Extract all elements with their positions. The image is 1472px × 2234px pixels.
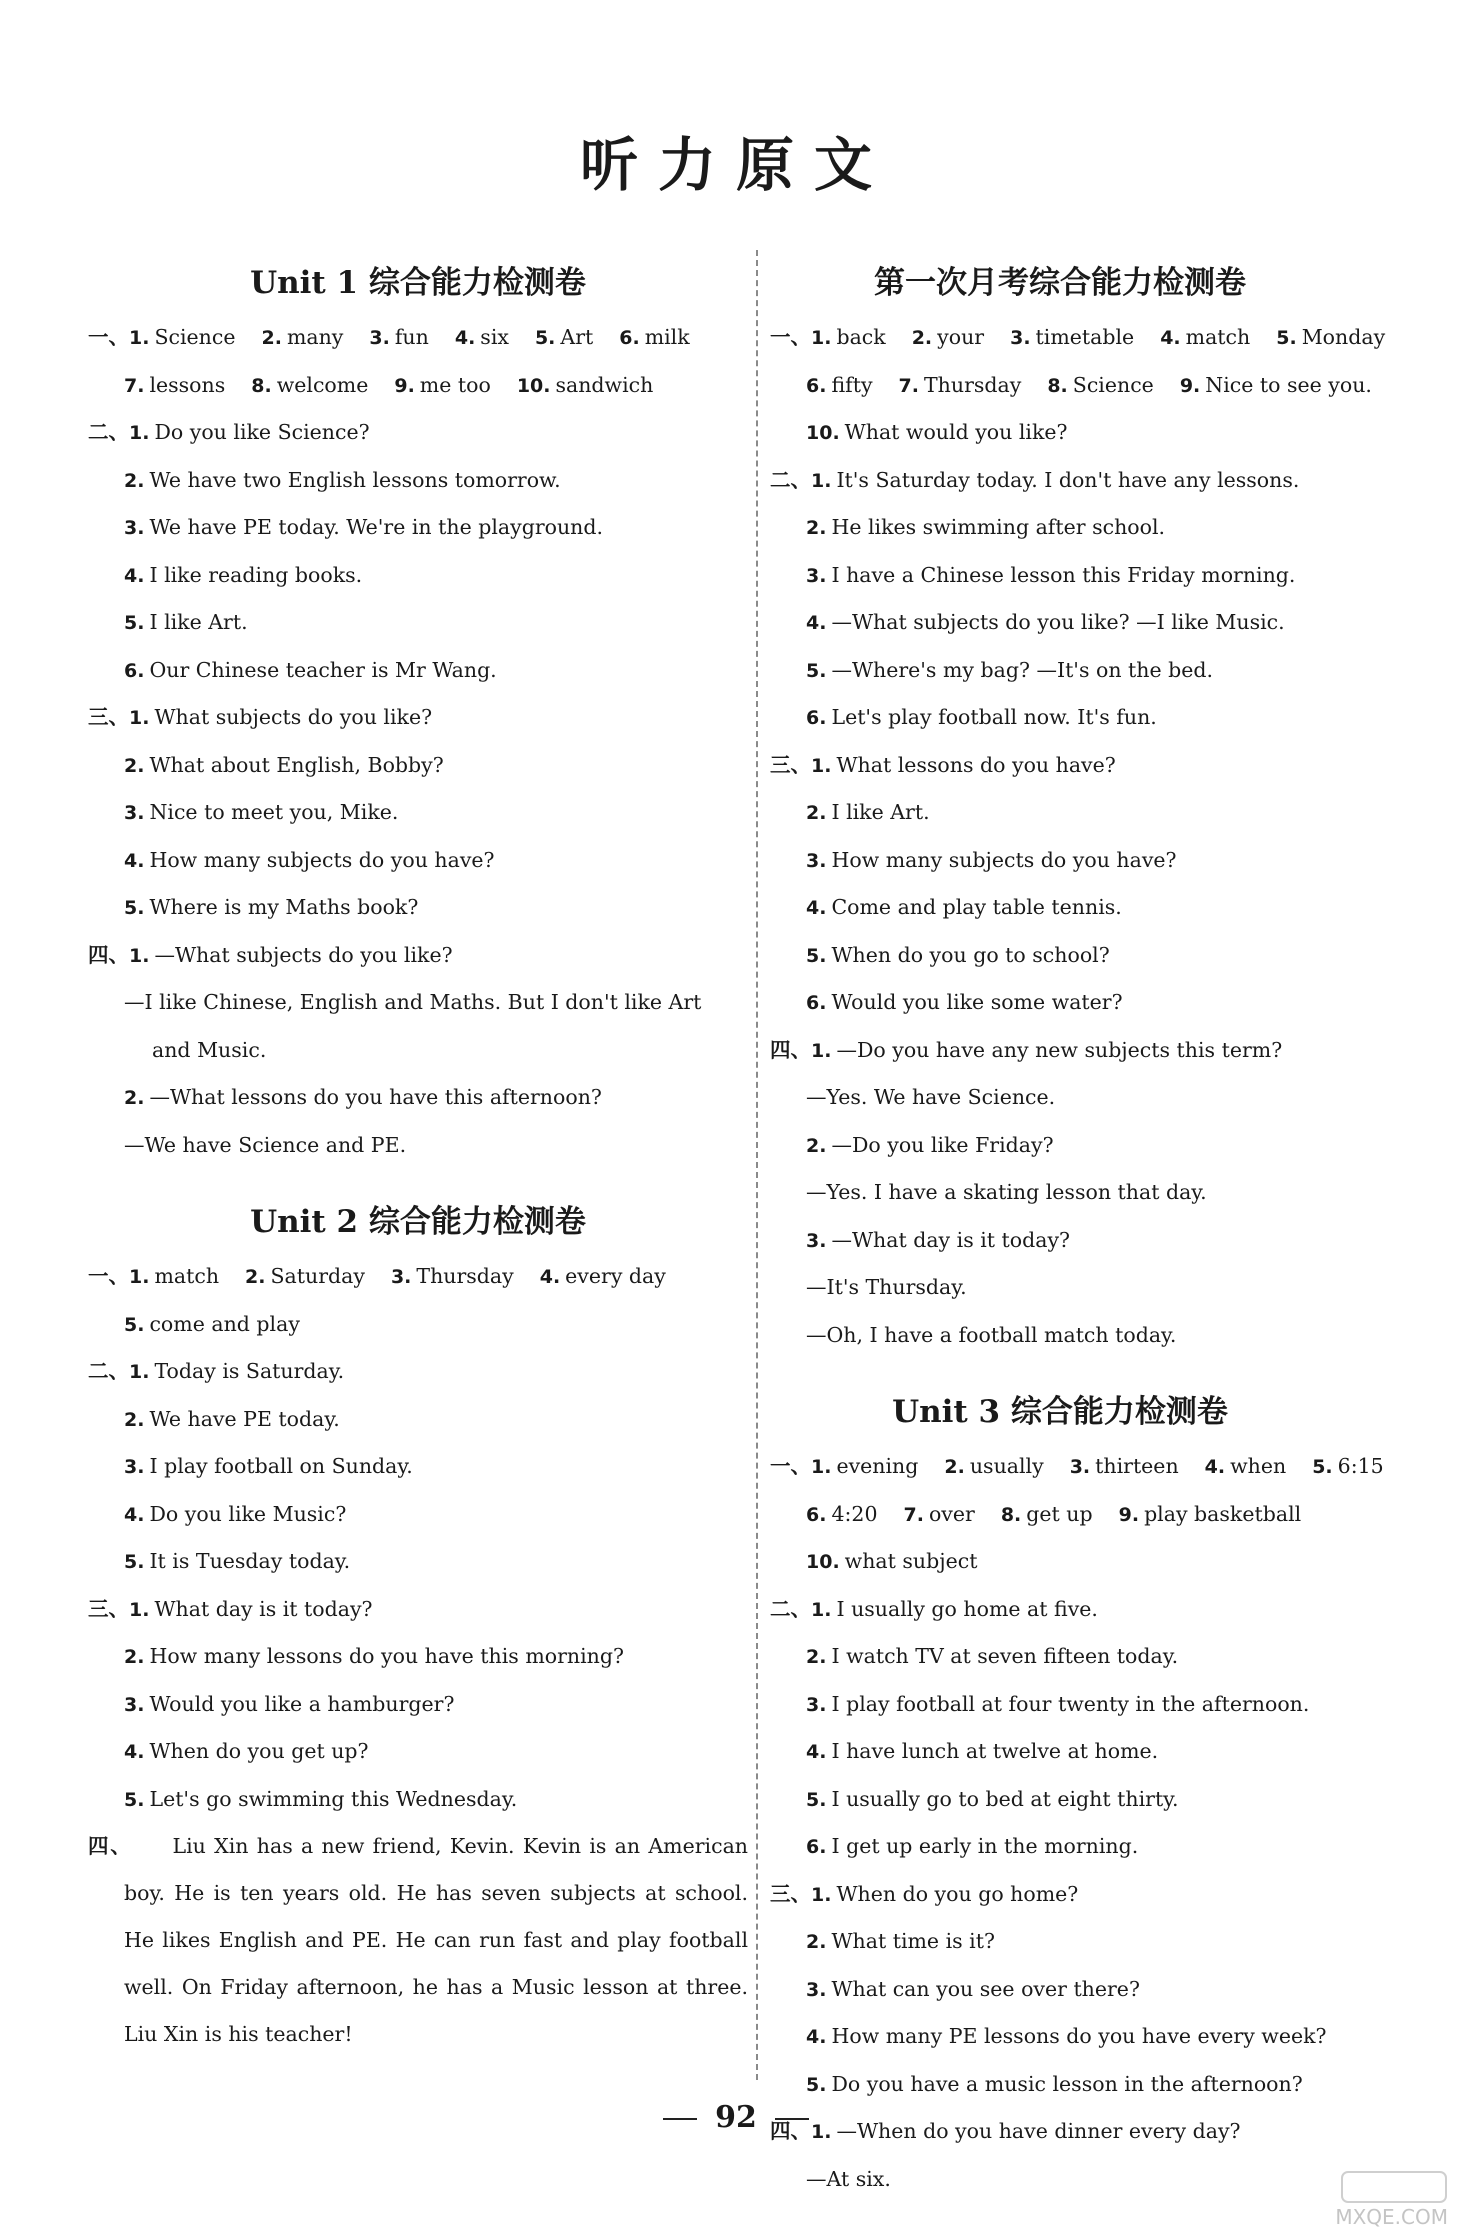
item-text: your	[937, 325, 985, 349]
item-text: Would you like a hamburger?	[149, 1691, 455, 1716]
section-number: 二、	[770, 467, 811, 492]
section-number: 三、	[88, 705, 129, 729]
item-number: 1.	[811, 1456, 832, 1478]
section-heading: Unit 2 综合能力检测卷	[250, 1204, 586, 1240]
section-number: 三、	[770, 752, 811, 777]
item-text: Today is Saturday.	[154, 1359, 345, 1383]
item-number: 7.	[898, 374, 919, 397]
item-text: 4:20	[831, 1501, 878, 1526]
answer-row	[770, 314, 1386, 362]
item-text: lessons	[149, 372, 226, 397]
item-number: 1.	[811, 1883, 832, 1906]
item-number: 4.	[454, 327, 476, 349]
section-number: 二、	[770, 1596, 811, 1621]
item-number: 3.	[806, 849, 827, 872]
item-number: 5.	[806, 659, 827, 682]
item-text: —When do you have dinner every day?	[836, 2119, 1241, 2143]
answer-row	[770, 1491, 1350, 1539]
answer-row	[770, 1538, 1350, 1586]
section-number: 二、	[88, 420, 129, 444]
item-number: 2.	[911, 327, 933, 349]
item-text: six	[480, 325, 509, 349]
item-text: welcome	[276, 372, 369, 397]
answer-row	[88, 884, 748, 932]
item-text: 6:15	[1337, 1454, 1384, 1478]
answer-row	[770, 2156, 1350, 2204]
item-number: 10.	[806, 422, 840, 444]
item-text: —Where's my bag? —It's on the bed.	[831, 657, 1214, 682]
item-number: 3.	[1010, 327, 1031, 349]
item-text: We have PE today.	[149, 1406, 340, 1431]
answer-row	[770, 1823, 1350, 1871]
section-number: 四、	[770, 2119, 811, 2143]
item-text: It's Saturday today. I don't have any lessons.	[836, 467, 1300, 492]
watermark-text: MXQE.COM	[1335, 2205, 1448, 2228]
item-number: 5.	[124, 612, 145, 634]
item-number: 4.	[124, 1741, 145, 1763]
item-text: I have a Chinese lesson this Friday morning.	[831, 562, 1296, 587]
answer-row	[88, 1122, 748, 1170]
section-gap	[770, 1359, 1350, 1381]
answer-row	[88, 1538, 748, 1586]
answer-row	[88, 409, 748, 457]
item-text: Do you like Science?	[154, 420, 370, 444]
answer-row	[88, 1586, 748, 1634]
answer-row	[770, 1443, 1384, 1491]
item-number: 4.	[124, 849, 145, 872]
item-number: 6.	[806, 992, 827, 1014]
page-title: 听力原文	[579, 131, 892, 199]
item-text: Nice to meet you, Mike.	[149, 800, 399, 824]
item-text: Monday	[1301, 325, 1386, 349]
answer-row	[770, 884, 1350, 932]
answer-row	[88, 457, 748, 505]
answer-row	[88, 694, 748, 742]
footer-dash-left	[663, 2118, 697, 2120]
item-number: 3.	[806, 1978, 827, 2001]
item-number: 6.	[806, 1836, 827, 1858]
answer-row	[770, 2013, 1350, 2061]
item-text: What lessons do you have?	[836, 752, 1116, 777]
item-text: many	[286, 325, 344, 349]
item-number: 2.	[124, 1646, 145, 1668]
item-text: Come and play table tennis.	[831, 895, 1122, 919]
item-number: 5.	[1276, 327, 1297, 349]
answer-row	[88, 1776, 748, 1824]
answer-row	[770, 457, 1350, 505]
item-text: —At six.	[806, 2166, 891, 2191]
item-number: 3.	[806, 1229, 827, 1252]
item-text: come and play	[149, 1311, 300, 1336]
item-number: 4.	[1204, 1456, 1226, 1478]
item-text: Thursday	[924, 372, 1022, 397]
answer-row	[770, 1966, 1350, 2014]
item-text: I watch TV at seven fifteen today.	[831, 1644, 1179, 1668]
item-text: milk	[644, 325, 690, 349]
answer-row	[770, 1217, 1350, 1265]
answer-row	[770, 1871, 1350, 1919]
item-number: 6.	[806, 374, 827, 397]
section-number: 一、	[770, 1454, 811, 1478]
item-text: Saturday	[270, 1264, 365, 1288]
answer-row	[88, 1633, 748, 1681]
item-text: timetable	[1035, 325, 1135, 349]
answer-row	[770, 599, 1350, 647]
section-number: 四、	[88, 1834, 133, 1858]
item-number: 2.	[806, 1931, 827, 1953]
answer-row	[88, 932, 748, 980]
answer-row	[770, 1074, 1350, 1122]
item-number: 5.	[806, 2073, 827, 2096]
item-text: —What day is it today?	[831, 1227, 1071, 1252]
answer-row	[770, 694, 1350, 742]
item-text: over	[928, 1501, 975, 1526]
item-number: 3.	[124, 1693, 145, 1716]
item-number: 2.	[124, 754, 145, 777]
answer-row	[770, 552, 1350, 600]
item-text: —Yes. We have Science.	[806, 1085, 1056, 1109]
answer-row	[770, 1122, 1350, 1170]
item-number: 1.	[129, 1266, 150, 1288]
section-number: 一、	[88, 325, 129, 349]
item-number: 5.	[1312, 1456, 1333, 1478]
item-text: back	[836, 325, 886, 349]
item-number: 7.	[124, 374, 145, 397]
item-text: fifty	[831, 372, 873, 397]
answer-row	[88, 1301, 748, 1349]
section-number: 四、	[770, 1037, 811, 1062]
item-text: Science	[1072, 372, 1154, 397]
item-text: when	[1230, 1454, 1287, 1478]
answer-row	[770, 409, 1350, 457]
answer-row	[770, 1681, 1350, 1729]
item-text: I have lunch at twelve at home.	[831, 1739, 1159, 1763]
passage-text: Liu Xin has a new friend, Kevin. Kevin is an American boy. He is ten years old. He has seven subjects at school. He likes English and PE. He can run fast and play football well. On Friday afternoon, he has a Music lesson at three. Liu Xin is his teacher!	[124, 1834, 749, 2046]
item-text: What can you see over there?	[831, 1976, 1140, 2001]
item-text: get up	[1026, 1501, 1093, 1526]
item-number: 4.	[124, 1503, 145, 1526]
item-number: 1.	[811, 1598, 832, 1621]
item-text: play basketball	[1144, 1501, 1302, 1526]
item-number: 3.	[390, 1266, 412, 1288]
section-gap	[88, 1169, 748, 1191]
item-text: —Oh, I have a football match today.	[806, 1322, 1177, 1347]
item-text: How many subjects do you have?	[149, 847, 495, 872]
item-text: Art	[560, 325, 594, 349]
item-number: 2.	[806, 1646, 827, 1668]
item-number: 5.	[806, 1788, 827, 1811]
item-number: 2.	[806, 1134, 827, 1157]
item-number: 4.	[806, 612, 827, 634]
item-number: 4.	[806, 897, 827, 919]
answer-row	[88, 362, 748, 410]
item-text: We have PE today. We're in the playground.	[149, 515, 604, 539]
item-text: I like Art.	[831, 800, 930, 824]
item-text: What about English, Bobby?	[149, 752, 444, 777]
item-number: 3.	[369, 327, 390, 349]
item-text: Would you like some water?	[831, 990, 1123, 1014]
item-text: I get up early in the morning.	[831, 1834, 1139, 1858]
item-text: —What lessons do you have this afternoon?	[149, 1085, 602, 1109]
answer-row	[88, 314, 748, 362]
answer-row	[770, 932, 1350, 980]
item-text: I play football on Sunday.	[149, 1454, 413, 1478]
answer-row	[770, 1027, 1350, 1075]
item-text: How many lessons do you have this morning?	[149, 1644, 624, 1668]
section-heading: Unit 1 综合能力检测卷	[250, 265, 586, 301]
item-text: —I like Chinese, English and Maths. But I don't like Art	[124, 990, 702, 1014]
item-number: 5.	[806, 944, 827, 967]
item-number: 3.	[124, 802, 145, 824]
answer-row	[88, 1253, 748, 1301]
answer-row	[88, 1728, 748, 1776]
item-number: 6.	[806, 707, 827, 729]
item-text: Nice to see you.	[1205, 372, 1372, 397]
item-text: thirteen	[1095, 1454, 1179, 1478]
item-number: 1.	[129, 944, 150, 967]
section-heading: 第一次月考综合能力检测卷	[874, 265, 1246, 301]
item-text: every day	[565, 1264, 666, 1288]
left-column	[88, 252, 748, 2058]
item-number: 5.	[124, 1788, 145, 1811]
column-divider	[756, 250, 758, 2080]
answer-row	[88, 979, 748, 1027]
item-text: I usually go home at five.	[836, 1596, 1098, 1621]
item-text: and Music.	[152, 1037, 267, 1062]
answer-row	[770, 789, 1350, 837]
item-number: 1.	[129, 1598, 150, 1621]
item-number: 2.	[124, 1087, 145, 1109]
item-text: Our Chinese teacher is Mr Wang.	[149, 657, 497, 682]
item-text: What subjects do you like?	[154, 705, 433, 729]
answer-row	[88, 1348, 748, 1396]
item-number: 8.	[1047, 374, 1068, 397]
answer-row	[88, 1491, 748, 1539]
item-text: me too	[419, 372, 491, 397]
answer-row	[770, 362, 1372, 410]
item-text: How many PE lessons do you have every week?	[831, 2024, 1327, 2048]
right-column	[770, 252, 1386, 2203]
item-text: what subject	[844, 1549, 978, 1573]
item-text: I usually go to bed at eight thirty.	[831, 1786, 1179, 1811]
item-number: 2.	[806, 517, 827, 539]
item-number: 4.	[124, 564, 145, 587]
answer-row	[88, 837, 748, 885]
item-text: —It's Thursday.	[806, 1275, 967, 1299]
item-text: match	[154, 1264, 220, 1288]
answer-row	[88, 599, 748, 647]
item-text: I like Art.	[149, 610, 248, 634]
answer-row	[88, 742, 748, 790]
passage-paragraph	[88, 1823, 748, 2058]
page-number: 92	[715, 2100, 757, 2135]
answer-row	[770, 1169, 1350, 1217]
item-number: 5.	[534, 327, 556, 349]
item-number: 3.	[124, 1456, 145, 1478]
answer-row	[770, 1312, 1350, 1360]
item-number: 3.	[806, 1693, 827, 1716]
item-number: 6.	[124, 659, 145, 682]
answer-row	[770, 742, 1350, 790]
item-number: 3.	[806, 564, 827, 587]
item-number: 1.	[811, 327, 832, 349]
item-number: 4.	[806, 2026, 827, 2048]
item-text: What day is it today?	[154, 1596, 373, 1621]
section-number: 一、	[770, 325, 811, 349]
item-text: match	[1185, 325, 1251, 349]
item-text: Science	[154, 325, 236, 349]
item-text: Where is my Maths book?	[149, 895, 419, 919]
item-number: 1.	[129, 327, 150, 349]
item-number: 5.	[124, 1313, 145, 1336]
watermark-graphic	[1272, 2170, 1452, 2228]
item-number: 4.	[806, 1741, 827, 1763]
section-heading: Unit 3 综合能力检测卷	[892, 1394, 1228, 1430]
item-text: —What subjects do you like? —I like Music.	[831, 610, 1285, 634]
item-number: 3.	[1069, 1456, 1091, 1478]
answer-row	[88, 552, 748, 600]
answer-row	[770, 1918, 1350, 1966]
answer-row	[770, 979, 1350, 1027]
watermark-logo	[1272, 2170, 1452, 2228]
item-text: It is Tuesday today.	[149, 1549, 351, 1573]
section-number: 三、	[770, 1881, 811, 1906]
item-number: 9.	[1118, 1503, 1140, 1526]
section-number: 四、	[88, 942, 129, 967]
item-number: 2.	[806, 802, 827, 824]
item-number: 7.	[903, 1503, 924, 1526]
item-number: 1.	[811, 754, 832, 777]
item-number: 6.	[806, 1503, 827, 1526]
item-number: 2.	[245, 1266, 266, 1288]
item-text: Thursday	[416, 1264, 514, 1288]
answer-row	[88, 1074, 748, 1122]
item-number: 2.	[944, 1456, 965, 1478]
answer-row	[770, 1776, 1350, 1824]
item-number: 1.	[811, 2121, 832, 2143]
answer-row	[770, 837, 1350, 885]
item-number: 9.	[1179, 374, 1201, 397]
item-text: evening	[836, 1454, 919, 1478]
watermark-frame	[1342, 2172, 1446, 2202]
item-text: —Do you have any new subjects this term?	[836, 1037, 1283, 1062]
item-number: 4.	[539, 1266, 561, 1288]
item-text: fun	[394, 325, 429, 349]
item-text: When do you go home?	[836, 1881, 1079, 1906]
item-text: —What subjects do you like?	[154, 942, 453, 967]
answer-row	[770, 504, 1350, 552]
item-number: 1.	[811, 469, 832, 492]
item-number: 10.	[806, 1551, 840, 1573]
item-number: 10.	[516, 374, 551, 397]
answer-row	[770, 1586, 1350, 1634]
item-number: 2.	[124, 1408, 145, 1431]
answer-row	[770, 1264, 1350, 1312]
item-number: 1.	[129, 707, 150, 729]
item-text: How many subjects do you have?	[831, 847, 1177, 872]
item-number: 5.	[124, 897, 145, 919]
page-footer	[0, 2100, 1472, 2135]
answer-row	[88, 1681, 748, 1729]
answer-row	[88, 1027, 748, 1075]
item-text: Do you like Music?	[149, 1501, 347, 1526]
item-number: 5.	[124, 1551, 145, 1573]
answer-row	[770, 1633, 1350, 1681]
item-text: Let's play football now. It's fun.	[831, 705, 1157, 729]
item-number: 1.	[811, 1039, 832, 1062]
item-number: 3.	[124, 517, 145, 539]
item-number: 4.	[1160, 327, 1181, 349]
item-text: When do you get up?	[149, 1739, 369, 1763]
item-text: Let's go swimming this Wednesday.	[149, 1786, 518, 1811]
item-text: I play football at four twenty in the afternoon.	[831, 1691, 1310, 1716]
item-text: usually	[969, 1454, 1044, 1478]
item-text: —Do you like Friday?	[831, 1132, 1054, 1157]
item-number: 8.	[1000, 1503, 1022, 1526]
item-text: Do you have a music lesson in the afternoon?	[831, 2071, 1303, 2096]
section-number: 三、	[88, 1596, 129, 1621]
item-number: 1.	[129, 422, 150, 444]
answer-row	[770, 1728, 1350, 1776]
item-number: 2.	[261, 327, 282, 349]
footer-dash-right	[775, 2118, 809, 2120]
item-number: 9.	[394, 374, 415, 397]
section-number: 二、	[88, 1359, 129, 1383]
answer-row	[88, 1443, 748, 1491]
answer-row	[88, 1396, 748, 1444]
item-number: 6.	[619, 327, 640, 349]
item-text: What would you like?	[844, 420, 1068, 444]
item-number: 8.	[251, 374, 272, 397]
answer-row	[88, 504, 748, 552]
answer-row	[88, 647, 748, 695]
answer-row	[88, 789, 748, 837]
item-text: I like reading books.	[149, 562, 363, 587]
item-text: When do you go to school?	[831, 942, 1110, 967]
item-text: He likes swimming after school.	[831, 515, 1166, 539]
item-text: —We have Science and PE.	[124, 1132, 407, 1157]
item-text: sandwich	[555, 372, 654, 397]
item-text: —Yes. I have a skating lesson that day.	[806, 1180, 1207, 1204]
section-number: 一、	[88, 1264, 129, 1288]
item-text: We have two English lessons tomorrow.	[149, 467, 561, 492]
answer-row	[770, 647, 1350, 695]
item-text: What time is it?	[831, 1929, 995, 1953]
item-number: 2.	[124, 469, 145, 492]
item-number: 1.	[129, 1361, 150, 1383]
